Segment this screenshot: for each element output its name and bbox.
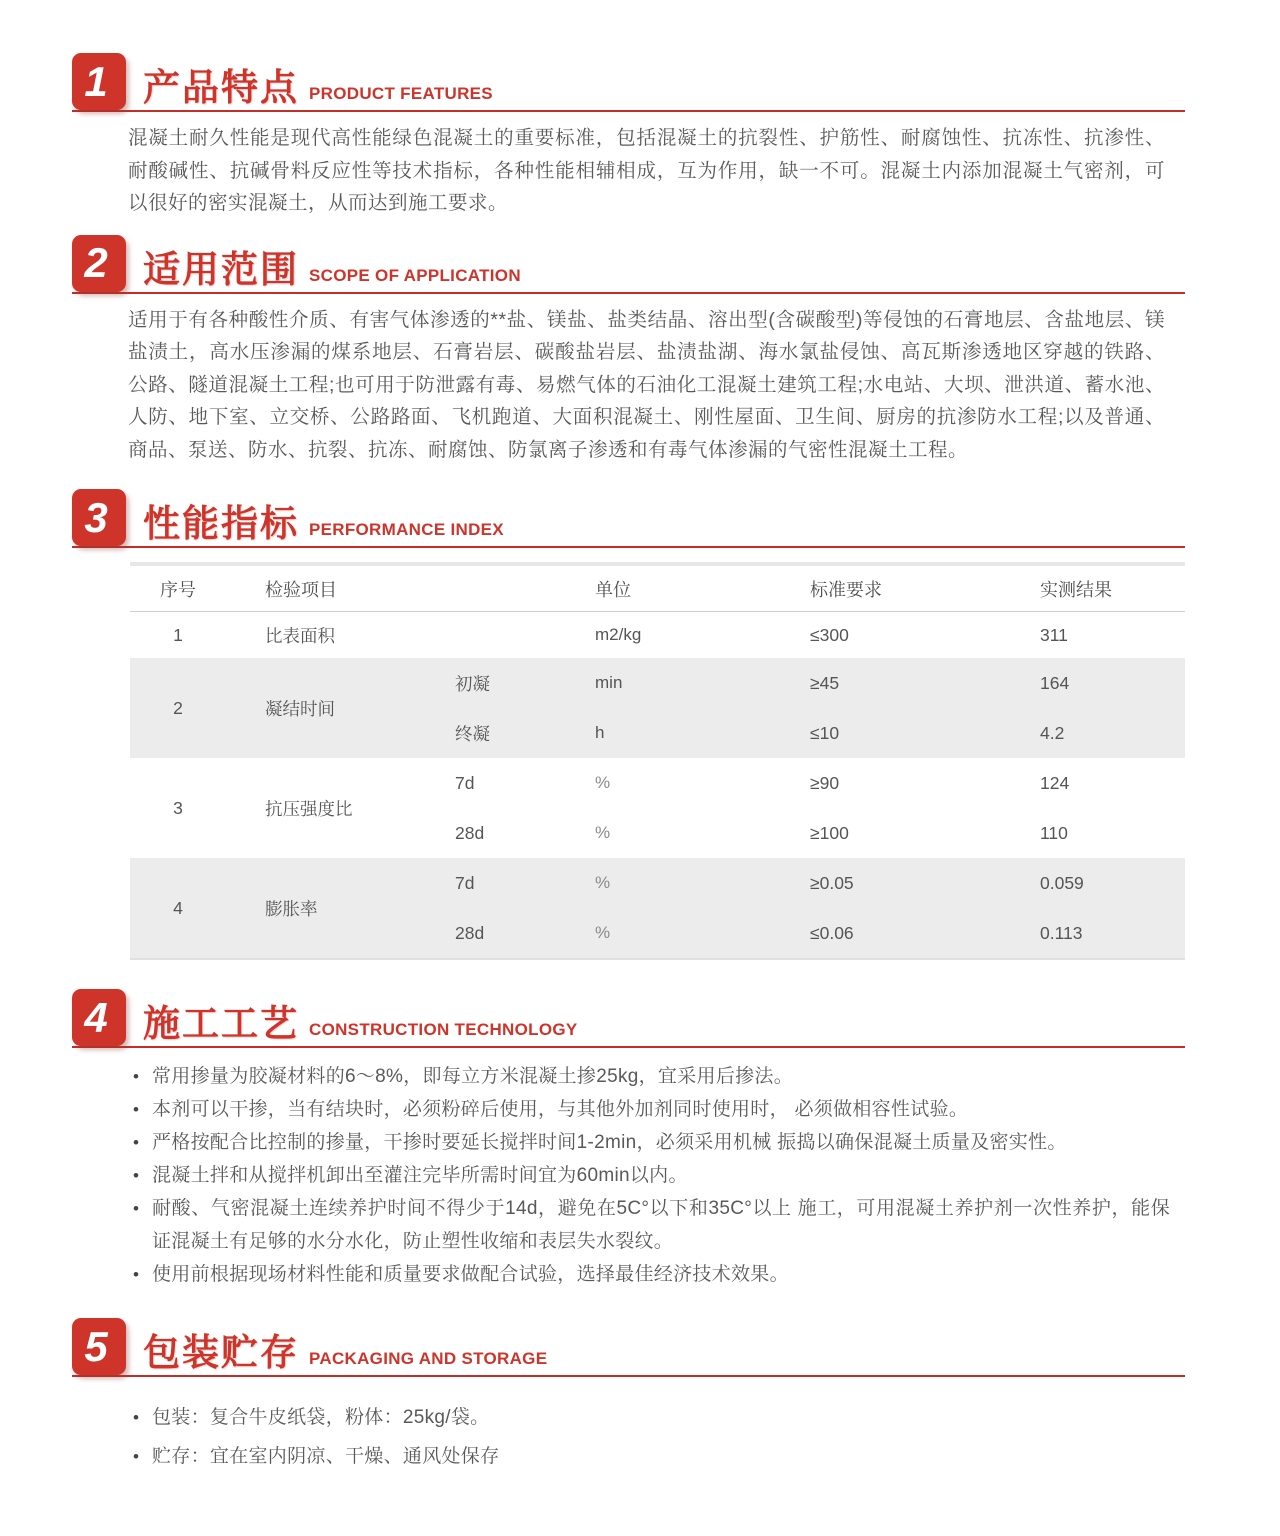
section-title-en: PERFORMANCE INDEX bbox=[309, 520, 504, 539]
cell-std: ≥45 bbox=[810, 672, 840, 693]
table-sub-row bbox=[450, 758, 1185, 808]
table-sub-row bbox=[450, 658, 1185, 708]
cell-sub: 初凝 bbox=[455, 673, 490, 694]
section-header-scope-of-application bbox=[72, 234, 1185, 294]
section-title-en: SCOPE OF APPLICATION bbox=[309, 265, 521, 285]
bullet-item: • 包装：复合牛皮纸袋，粉体：25kg/袋。 bbox=[133, 1401, 1170, 1434]
cell-std: ≤300 bbox=[810, 624, 849, 645]
cell-subs bbox=[450, 758, 1185, 858]
cell-no: 2 bbox=[173, 697, 183, 718]
cell-item: 凝结时间 bbox=[265, 698, 335, 719]
header-item: 检验项目 bbox=[265, 579, 337, 600]
section-title-en: PRODUCT FEATURES bbox=[309, 84, 493, 103]
cell-result: 124 bbox=[1040, 772, 1070, 793]
cell-no: 4 bbox=[173, 897, 183, 918]
section-number: 4 bbox=[84, 993, 108, 1041]
bullet-item: • 常用掺量为胶凝材料的6～8%，即每立方米混凝土掺25kg，宜采用后掺法。 bbox=[133, 1060, 1170, 1093]
cell-result: 0.113 bbox=[1040, 922, 1083, 943]
cell-no: 3 bbox=[173, 797, 183, 818]
cell-unit: % bbox=[595, 873, 611, 892]
bullet-item: • 耐酸、气密混凝土连续养护时间不得少于14d，避免在5C°以下和35C°以上 施工，可用混凝土养护剂一次性养护，能保证混凝土有足够的水分水化，防止塑性收缩和表层失水裂纹。 bbox=[133, 1192, 1170, 1258]
bullet-item: • 混凝土拌和从搅拌机卸出至灌注完毕所需时间宜为60min以内。 bbox=[133, 1159, 1170, 1192]
section-header-construction-technology bbox=[72, 988, 1185, 1048]
cell-no: 1 bbox=[173, 624, 183, 645]
performance-table-header-row bbox=[130, 566, 1185, 612]
table-sub-row bbox=[450, 808, 1185, 858]
header-unit: 单位 bbox=[595, 579, 631, 600]
cell-unit: m2/kg bbox=[595, 625, 642, 644]
header-no: 序号 bbox=[160, 579, 196, 600]
table-sub-row bbox=[450, 858, 1185, 908]
cell-std: ≥90 bbox=[810, 772, 840, 793]
product-features-paragraph: 混凝土耐久性能是现代高性能绿色混凝土的重要标准，包括混凝土的抗裂性、护筋性、耐腐蚀性、抗冻性、抗渗性、耐酸碱性、抗碱骨料反应性等技术指标，各种性能相辅相成，互为作用，缺一不可。混凝土内添加混凝土气密剂，可以很好的密实混凝土，从而达到施工要求。 bbox=[128, 127, 1165, 214]
cell-result: 110 bbox=[1040, 822, 1068, 843]
table-row bbox=[130, 658, 1185, 758]
cell-sub: 28d bbox=[455, 922, 485, 943]
cell-item: 膨胀率 bbox=[265, 898, 318, 919]
cell-sub: 28d bbox=[455, 822, 485, 843]
cell-subs bbox=[450, 858, 1185, 958]
cell-subs bbox=[450, 658, 1185, 758]
table-sub-row bbox=[450, 908, 1185, 958]
table-row bbox=[130, 758, 1185, 858]
scope-of-application-paragraph: 适用于有各种酸性介质、有害气体渗透的**盐、镁盐、盐类结晶、溶出型(含碳酸型)等侵蚀的石膏地层、含盐地层、镁盐渍土，高水压渗漏的煤系地层、石膏岩层、碳酸盐岩层、盐渍盐湖、海水氯盐侵蚀、高瓦斯渗透地区穿越的铁路、公路、隧道混凝土工程;也可用于防泄露有毒、易燃气体的石油化工混凝土建筑工程;水电站、大坝、泄洪道、蓄水池、人防、地下室、立交桥、公路路面、飞机跑道、大面积混凝土、刚性屋面、卫生间、厨房的抗渗防水工程;以及普通、商品、泵送、防水、抗裂、抗冻、耐腐蚀、防氯离子渗透和有毒气体渗漏的气密性混凝土工程。 bbox=[128, 308, 1165, 461]
section-number-badge bbox=[72, 489, 126, 546]
cell-unit: % bbox=[595, 923, 611, 942]
cell-result: 0.059 bbox=[1040, 872, 1084, 893]
bullet-item: • 严格按配合比控制的掺量，干掺时要延长搅拌时间1-2min，必须采用机械 振捣以确保混凝土质量及密实性。 bbox=[133, 1126, 1170, 1159]
cell-item: 比表面积 bbox=[265, 625, 335, 646]
section-title-cn: 产品特点 bbox=[143, 67, 299, 108]
section-number-badge bbox=[72, 53, 126, 110]
section-title-en: PACKAGING AND STORAGE bbox=[309, 1349, 548, 1368]
cell-std: ≤0.06 bbox=[810, 922, 854, 943]
packaging-storage-list bbox=[133, 1401, 1170, 1473]
table-sub-row bbox=[450, 708, 1185, 758]
section-title-cn: 性能指标 bbox=[143, 503, 299, 544]
cell-sub: 7d bbox=[455, 872, 475, 893]
section-number: 2 bbox=[84, 239, 108, 286]
section-number: 5 bbox=[84, 1322, 108, 1370]
bullet-item: • 本剂可以干掺，当有结块时，必须粉碎后使用，与其他外加剂同时使用时， 必须做相容性试验。 bbox=[133, 1093, 1170, 1126]
table-row bbox=[130, 858, 1185, 958]
header-std: 标准要求 bbox=[810, 579, 882, 600]
section-title-cn: 施工工艺 bbox=[143, 1003, 299, 1044]
section-title-cn: 适用范围 bbox=[143, 248, 299, 290]
performance-table bbox=[130, 562, 1185, 960]
bullet-item: • 使用前根据现场材料性能和质量要求做配合试验，选择最佳经济技术效果。 bbox=[133, 1258, 1170, 1291]
construction-technology-list bbox=[133, 1060, 1170, 1291]
section-header-performance-index bbox=[72, 488, 1185, 548]
cell-result: 311 bbox=[1040, 624, 1068, 645]
section-number-badge bbox=[72, 989, 126, 1046]
table-sub-row bbox=[450, 612, 1185, 658]
section-header-product-features bbox=[72, 52, 1185, 112]
cell-unit: h bbox=[595, 723, 605, 742]
section-number: 3 bbox=[84, 493, 108, 541]
product-datasheet-page bbox=[0, 52, 1280, 1536]
section-number-badge bbox=[72, 1318, 126, 1375]
section-number: 1 bbox=[84, 57, 108, 105]
cell-sub: 7d bbox=[455, 772, 475, 793]
table-row bbox=[130, 612, 1185, 658]
cell-sub: 终凝 bbox=[455, 723, 490, 744]
section-header-packaging-and-storage bbox=[72, 1317, 1185, 1377]
cell-unit: % bbox=[595, 823, 611, 842]
cell-result: 4.2 bbox=[1040, 722, 1065, 743]
section-title-cn: 包装贮存 bbox=[143, 1332, 299, 1373]
cell-result: 164 bbox=[1040, 672, 1070, 693]
cell-unit: % bbox=[595, 773, 611, 792]
cell-std: ≥0.05 bbox=[810, 872, 854, 893]
header-result: 实测结果 bbox=[1040, 579, 1112, 600]
section-title-en: CONSTRUCTION TECHNOLOGY bbox=[309, 1020, 578, 1039]
cell-std: ≥100 bbox=[810, 822, 849, 843]
section-number-badge bbox=[72, 235, 126, 292]
cell-unit: min bbox=[595, 673, 623, 692]
cell-std: ≤10 bbox=[810, 722, 840, 743]
bullet-item: • 贮存：宜在室内阴凉、干燥、通风处保存 bbox=[133, 1440, 1170, 1473]
cell-subs bbox=[450, 612, 1185, 658]
cell-item: 抗压强度比 bbox=[265, 798, 353, 819]
